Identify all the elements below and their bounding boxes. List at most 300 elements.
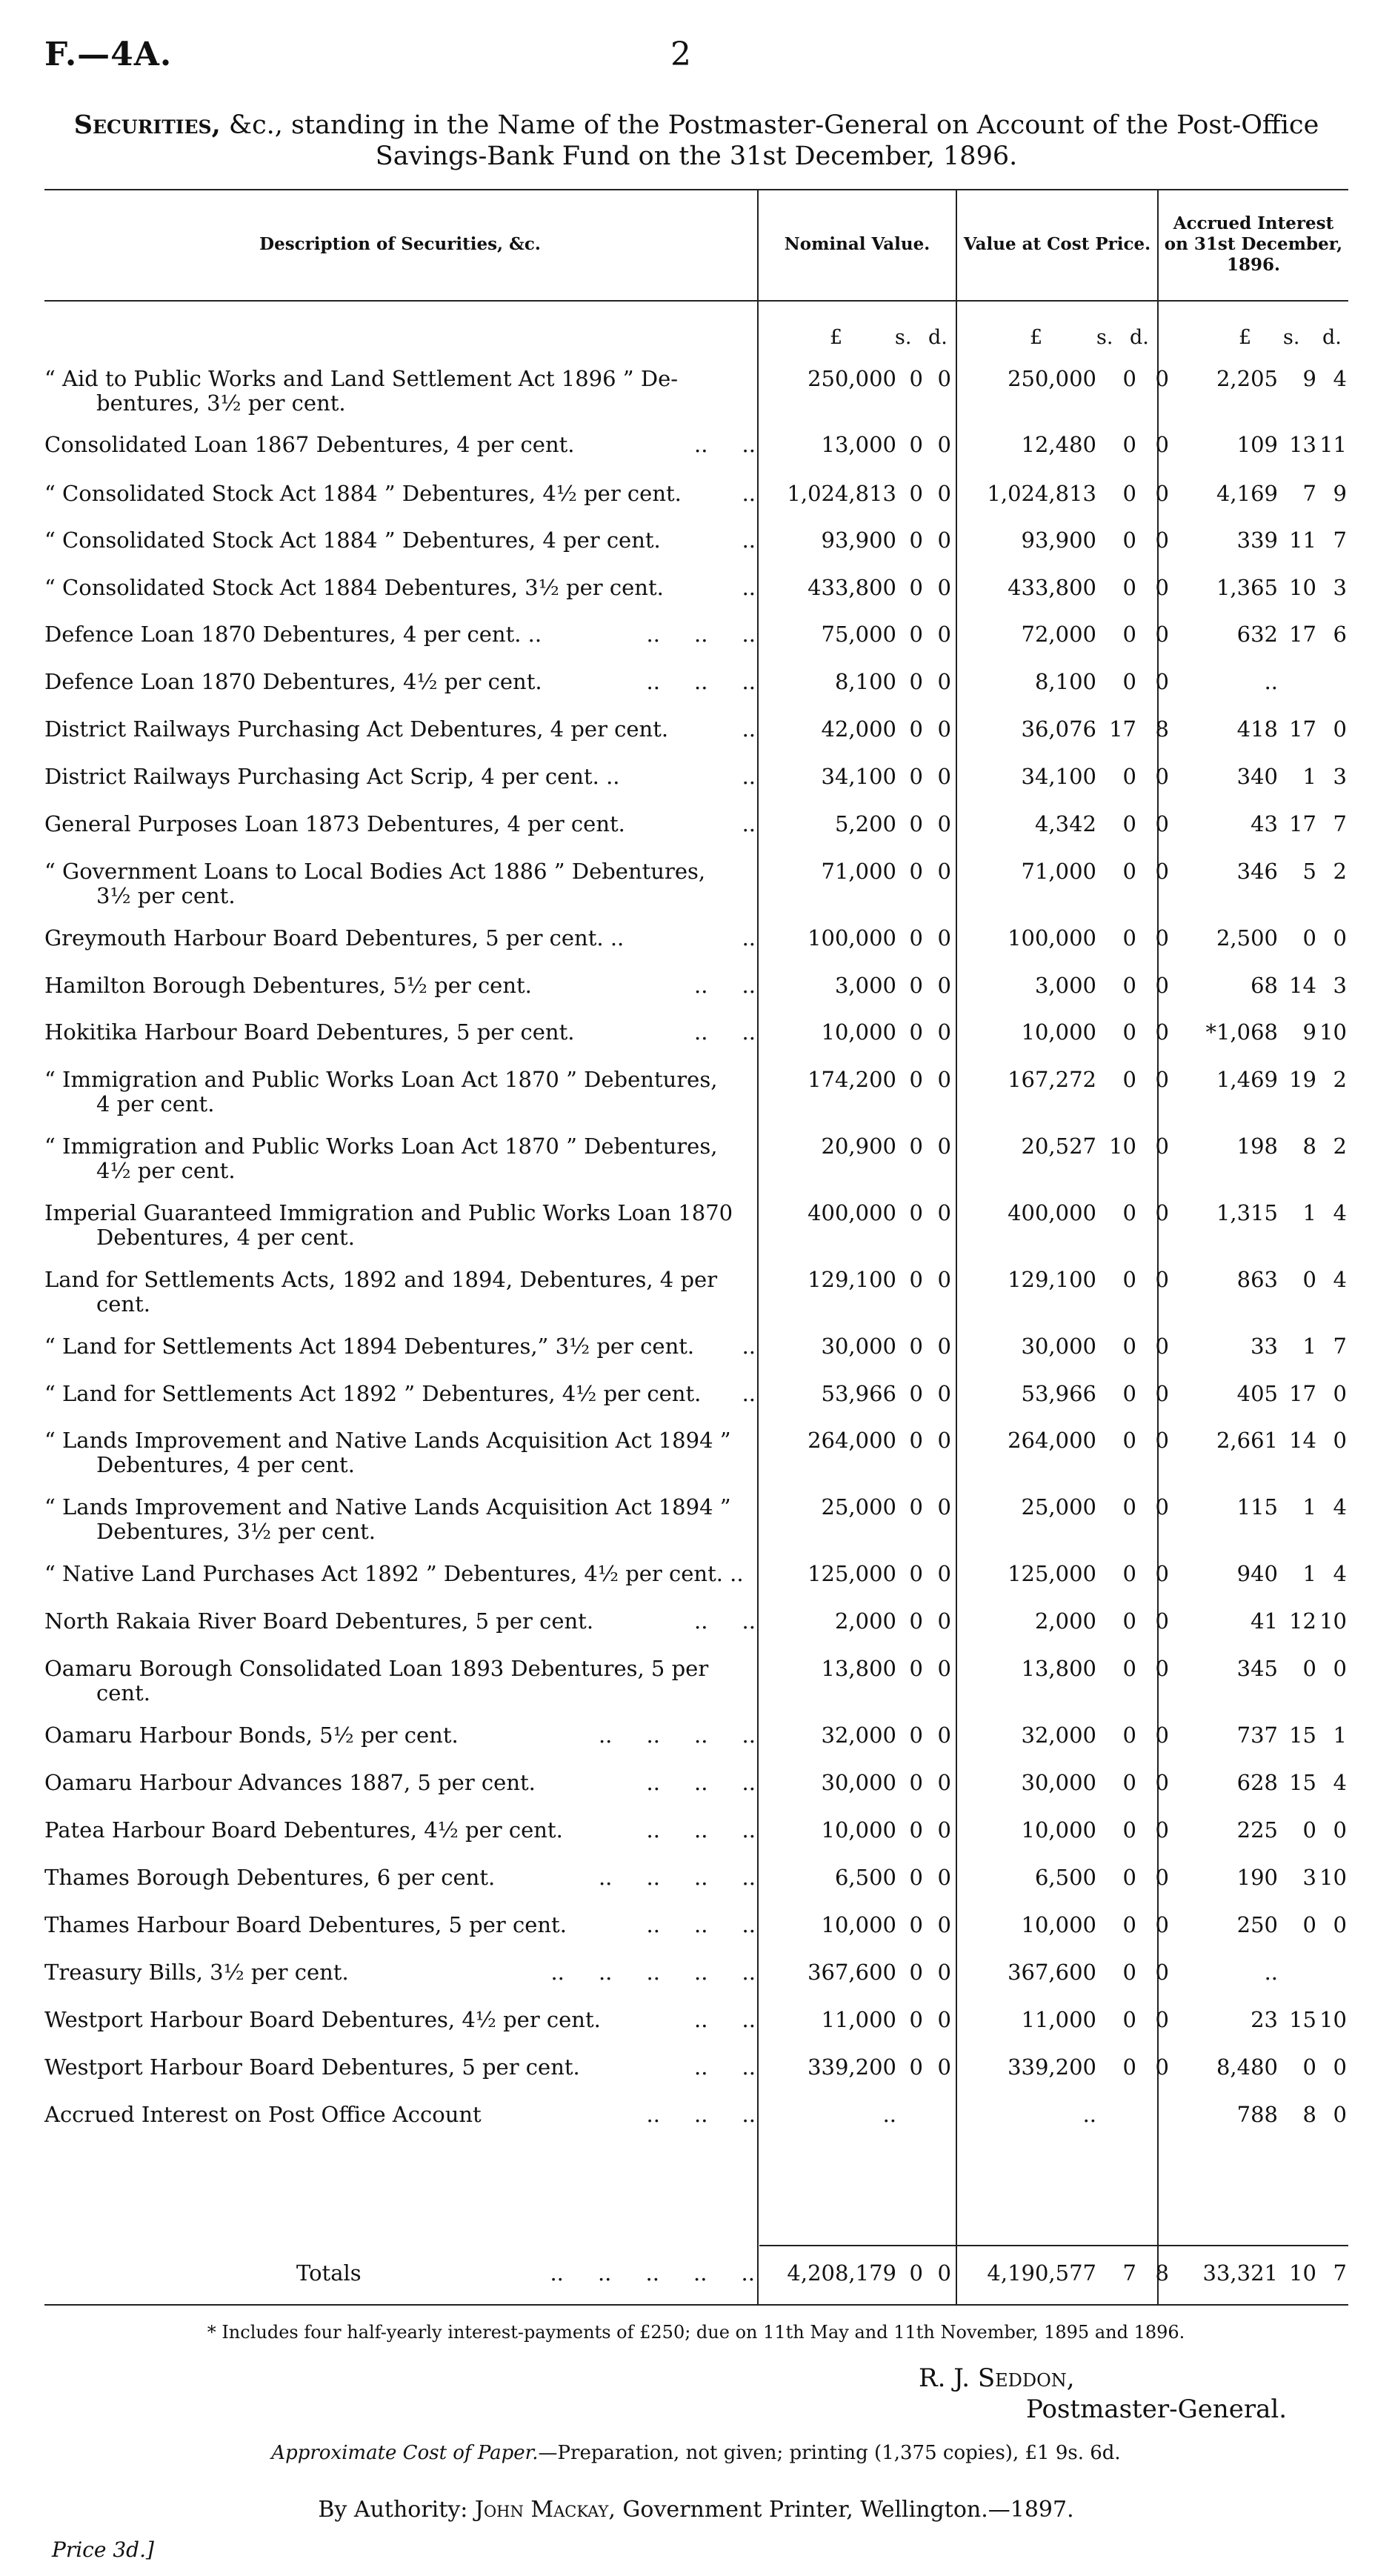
security-description xyxy=(44,528,756,553)
nominal-pounds: 71,000 xyxy=(821,859,896,884)
security-description xyxy=(44,974,756,998)
nominal-pounds: 53,966 xyxy=(821,1381,896,1406)
nominal-shillings: 0 xyxy=(909,925,923,951)
cost-pence: 0 xyxy=(1155,2054,1169,2080)
nominal-pence: 0 xyxy=(937,1267,951,1292)
nominal-shillings: 0 xyxy=(909,1334,923,1359)
interest-pence: 4 xyxy=(1333,1770,1347,1795)
description-line-1: Thames Harbour Board Debentures, 5 per cent. xyxy=(44,1912,567,1937)
cost-pence: 0 xyxy=(1155,575,1169,600)
cost-pounds: .. xyxy=(1082,2102,1096,2127)
description-line-1: “ Native Land Purchases Act 1892 ” Debentures, 4½ per cent. .. xyxy=(44,1561,744,1586)
description-line-1: Accrued Interest on Post Office Account xyxy=(44,2102,482,2127)
nominal-pence: 0 xyxy=(937,1200,951,1225)
nominal-pounds: 250,000 xyxy=(807,366,896,391)
cost-pounds: 71,000 xyxy=(1021,859,1096,884)
totals-label: Totals xyxy=(296,2260,362,2286)
description-line-1: “ Consolidated Stock Act 1884 Debentures, 3½ per cent. xyxy=(44,575,664,600)
cost-shillings: 0 xyxy=(1122,1428,1136,1453)
column-divider-1 xyxy=(757,189,759,2304)
interest-pence: 0 xyxy=(1333,2054,1347,2080)
nominal-pounds: 42,000 xyxy=(821,716,896,742)
nominal-pounds: 93,900 xyxy=(821,527,896,553)
nominal-pounds: 32,000 xyxy=(821,1723,896,1748)
interest-pounds: 2,500 xyxy=(1216,925,1278,951)
interest-pounds: 346 xyxy=(1236,859,1278,884)
cost-shillings: 0 xyxy=(1122,764,1136,789)
leader-dots: .. xyxy=(742,764,756,789)
unit-shillings-cost: s. xyxy=(1096,326,1113,349)
nominal-pounds: 100,000 xyxy=(807,925,896,951)
interest-shillings: 1 xyxy=(1302,1561,1316,1586)
description-line-1: Consolidated Loan 1867 Debentures, 4 per cent. xyxy=(44,432,575,457)
nominal-pence: 0 xyxy=(937,1381,951,1406)
interest-pounds: 788 xyxy=(1236,2102,1278,2127)
nominal-pence: 0 xyxy=(937,1019,951,1045)
nominal-pence: 0 xyxy=(937,366,951,391)
nominal-shillings: 0 xyxy=(909,1817,923,1843)
column-divider-3 xyxy=(1157,189,1159,2304)
nominal-shillings: 0 xyxy=(909,1865,923,1890)
security-description xyxy=(44,717,756,742)
leader-dots: .. .. .. xyxy=(646,1912,756,1937)
nominal-pounds: 339,200 xyxy=(807,2054,896,2080)
nominal-pounds: 1,024,813 xyxy=(787,481,896,506)
cost-pounds: 264,000 xyxy=(1008,1428,1096,1453)
description-line-1: Thames Borough Debentures, 6 per cent. xyxy=(44,1865,496,1890)
nominal-pounds: 25,000 xyxy=(821,1494,896,1520)
security-description xyxy=(44,1771,756,1795)
interest-shillings: 13 xyxy=(1289,432,1316,457)
description-line-1: “ Immigration and Public Works Loan Act 1870 ” Debentures, xyxy=(44,1067,718,1092)
cost-shillings: 0 xyxy=(1122,1656,1136,1681)
nominal-pence: 0 xyxy=(937,1608,951,1634)
cost-pence: 0 xyxy=(1155,481,1169,506)
interest-pounds: 863 xyxy=(1236,1267,1278,1292)
nominal-pounds: 264,000 xyxy=(807,1428,896,1453)
signature-name: R. J. Seddon, xyxy=(919,2363,1075,2393)
nominal-pounds: 10,000 xyxy=(821,1817,896,1843)
column-header-interest: Accrued Interest on 31st December, 1896. xyxy=(1164,213,1343,275)
cost-pounds: 20,527 xyxy=(1021,1134,1096,1159)
nominal-pounds: 433,800 xyxy=(807,575,896,600)
cost-shillings: 0 xyxy=(1122,1494,1136,1520)
interest-pence: 0 xyxy=(1333,925,1347,951)
interest-shillings: 17 xyxy=(1289,716,1316,742)
interest-pence: 1 xyxy=(1333,1723,1347,1748)
interest-shillings: 1 xyxy=(1302,1494,1316,1520)
nominal-pence: 0 xyxy=(937,1067,951,1092)
cost-shillings: 0 xyxy=(1122,622,1136,647)
nominal-pence: 0 xyxy=(937,1561,951,1586)
nominal-pence: 0 xyxy=(937,1656,951,1681)
description-line-2: cent. xyxy=(96,1291,150,1317)
interest-pounds: 23 xyxy=(1251,2007,1278,2032)
interest-pounds: 198 xyxy=(1236,1134,1278,1159)
interest-pounds: 109 xyxy=(1236,432,1278,457)
security-description xyxy=(44,433,756,457)
description-line-2: Debentures, 4 per cent. xyxy=(96,1225,355,1250)
column-header-description: Description of Securities, &c. xyxy=(259,234,541,254)
nominal-shillings: 0 xyxy=(909,1960,923,1985)
nominal-shillings: 0 xyxy=(909,2007,923,2032)
cost-pounds: 36,076 xyxy=(1021,716,1096,742)
cost-pounds: 30,000 xyxy=(1021,1770,1096,1795)
interest-pounds: 8,480 xyxy=(1216,2054,1278,2080)
unit-pounds-interest: £ xyxy=(1239,326,1252,349)
description-line-1: General Purposes Loan 1873 Debentures, 4 per cent. xyxy=(44,811,625,836)
nominal-pounds: 8,100 xyxy=(834,669,896,694)
interest-pounds: *1,068 xyxy=(1205,1019,1278,1045)
title-lead: Securities, xyxy=(73,110,221,140)
nominal-shillings: 0 xyxy=(909,764,923,789)
description-line-1: “ Aid to Public Works and Land Settlement Act 1896 ” De- xyxy=(44,366,679,391)
description-line-2: cent. xyxy=(96,1680,150,1705)
description-line-1: Oamaru Harbour Bonds, 5½ per cent. xyxy=(44,1723,459,1748)
description-line-2: 3½ per cent. xyxy=(96,883,236,908)
nominal-pounds: 11,000 xyxy=(821,2007,896,2032)
nominal-shillings: 0 xyxy=(909,527,923,553)
nominal-pounds: 30,000 xyxy=(821,1334,896,1359)
security-description xyxy=(44,1068,756,1116)
description-line-2: bentures, 3½ per cent. xyxy=(96,390,346,416)
cost-pence: 0 xyxy=(1155,764,1169,789)
cost-pence: 0 xyxy=(1155,432,1169,457)
nominal-pounds: 34,100 xyxy=(821,764,896,789)
cost-shillings: 7 xyxy=(1122,2260,1136,2286)
interest-pence: 0 xyxy=(1333,716,1347,742)
leader-dots: .. .. xyxy=(694,973,756,998)
interest-pence: 0 xyxy=(1333,1381,1347,1406)
security-description xyxy=(44,1609,756,1634)
interest-pence: 6 xyxy=(1333,622,1347,647)
nominal-shillings: 0 xyxy=(909,2260,923,2286)
description-line-1: Oamaru Harbour Advances 1887, 5 per cent. xyxy=(44,1770,536,1795)
interest-shillings: 14 xyxy=(1289,973,1316,998)
document-reference: F.—4A. xyxy=(44,36,173,73)
title-rest: &c., standing in the Name of the Postmaster-General on Account of the Post-Office Savings-Bank Fund on the 31st December, 1896. xyxy=(220,110,1319,171)
cost-pounds: 129,100 xyxy=(1008,1267,1096,1292)
cost-of-paper-text: —Preparation, not given; printing (1,375 copies), £1 9s. 6d. xyxy=(538,2442,1121,2464)
cost-pence: 0 xyxy=(1155,1723,1169,1748)
price: Price 3d.] xyxy=(52,2537,154,2562)
cost-shillings: 0 xyxy=(1122,1912,1136,1937)
nominal-pence: 0 xyxy=(937,1770,951,1795)
leader-dots: .. .. xyxy=(694,432,756,457)
security-description xyxy=(44,2103,756,2127)
nominal-shillings: 0 xyxy=(909,1019,923,1045)
interest-pounds: 340 xyxy=(1236,764,1278,789)
unit-pence-cost: d. xyxy=(1130,326,1149,349)
nominal-shillings: 0 xyxy=(909,1200,923,1225)
cost-shillings: 0 xyxy=(1122,2007,1136,2032)
cost-pence: 0 xyxy=(1155,366,1169,391)
leader-dots: .. xyxy=(742,716,756,742)
printer-name: John Mackay xyxy=(474,2497,609,2523)
interest-shillings: 1 xyxy=(1302,1334,1316,1359)
interest-shillings: 5 xyxy=(1302,859,1316,884)
description-line-1: Defence Loan 1870 Debentures, 4½ per cent. xyxy=(44,669,542,694)
nominal-pence: 0 xyxy=(937,1494,951,1520)
interest-shillings: 10 xyxy=(1289,2260,1316,2286)
description-line-1: Westport Harbour Board Debentures, 4½ per cent. xyxy=(44,2007,601,2032)
cost-pounds: 2,000 xyxy=(1034,1608,1096,1634)
interest-shillings: 0 xyxy=(1302,1656,1316,1681)
interest-pounds: 250 xyxy=(1236,1912,1278,1937)
nominal-shillings: 0 xyxy=(909,2054,923,2080)
interest-shillings: 8 xyxy=(1302,1134,1316,1159)
leader-dots: .. .. .. xyxy=(646,669,756,694)
cost-shillings: 0 xyxy=(1122,1200,1136,1225)
cost-pounds: 4,342 xyxy=(1034,811,1096,836)
cost-pence: 8 xyxy=(1155,716,1169,742)
cost-pounds: 167,272 xyxy=(1008,1067,1096,1092)
nominal-shillings: 0 xyxy=(909,1381,923,1406)
description-line-1: “ Consolidated Stock Act 1884 ” Debentures, 4 per cent. xyxy=(44,527,661,553)
interest-pounds: 225 xyxy=(1236,1817,1278,1843)
interest-pounds: 1,469 xyxy=(1216,1067,1278,1092)
description-line-1: Oamaru Borough Consolidated Loan 1893 Debentures, 5 per xyxy=(44,1656,709,1681)
nominal-shillings: 0 xyxy=(909,1656,923,1681)
security-description xyxy=(44,765,756,789)
cost-pounds: 32,000 xyxy=(1021,1723,1096,1748)
cost-shillings: 10 xyxy=(1109,1134,1136,1159)
interest-pounds: 940 xyxy=(1236,1561,1278,1586)
cost-shillings: 0 xyxy=(1122,1381,1136,1406)
cost-shillings: 0 xyxy=(1122,1817,1136,1843)
interest-pence: 7 xyxy=(1333,2260,1347,2286)
cost-pence: 0 xyxy=(1155,1200,1169,1225)
nominal-pounds: 6,500 xyxy=(834,1865,896,1890)
leader-dots: .. .. .. .. xyxy=(598,1865,756,1890)
cost-pounds: 53,966 xyxy=(1021,1381,1096,1406)
nominal-shillings: 0 xyxy=(909,1134,923,1159)
nominal-pence: 0 xyxy=(937,764,951,789)
leader-dots: .. .. .. .. xyxy=(598,1723,756,1748)
cost-pence: 0 xyxy=(1155,1494,1169,1520)
unit-shillings-interest: s. xyxy=(1283,326,1300,349)
description-line-1: District Railways Purchasing Act Scrip, 4 per cent. .. xyxy=(44,764,620,789)
security-description xyxy=(44,576,756,600)
header-bottom-rule xyxy=(44,300,1348,302)
nominal-shillings: 0 xyxy=(909,973,923,998)
description-line-1: “ Government Loans to Local Bodies Act 1886 ” Debentures, xyxy=(44,859,706,884)
interest-pence: 2 xyxy=(1333,859,1347,884)
nominal-pence: 0 xyxy=(937,2260,951,2286)
nominal-shillings: 0 xyxy=(909,481,923,506)
nominal-shillings: 0 xyxy=(909,575,923,600)
cost-shillings: 0 xyxy=(1122,859,1136,884)
interest-shillings: 12 xyxy=(1289,1608,1316,1634)
security-description xyxy=(44,1818,756,1843)
nominal-shillings: 0 xyxy=(909,1912,923,1937)
nominal-pence: 0 xyxy=(937,1134,951,1159)
cost-pounds: 13,800 xyxy=(1021,1656,1096,1681)
leader-dots: .. .. .. xyxy=(646,2102,756,2127)
security-description xyxy=(44,1723,756,1748)
interest-pounds: 4,169 xyxy=(1216,481,1278,506)
cost-pounds: 10,000 xyxy=(1021,1912,1096,1937)
interest-pounds: 2,661 xyxy=(1216,1428,1278,1453)
interest-pence: 9 xyxy=(1333,481,1347,506)
description-line-2: Debentures, 4 per cent. xyxy=(96,1452,355,1477)
printer-authority xyxy=(0,2497,1392,2523)
nominal-shillings: 0 xyxy=(909,669,923,694)
nominal-shillings: 0 xyxy=(909,1267,923,1292)
interest-pounds: 41 xyxy=(1251,1608,1278,1634)
nominal-shillings: 0 xyxy=(909,811,923,836)
cost-shillings: 0 xyxy=(1122,1723,1136,1748)
interest-shillings: 0 xyxy=(1302,1817,1316,1843)
footnote: * Includes four half-yearly interest-payments of £250; due on 11th May and 11th November, 1895 and 1896. xyxy=(207,2322,1185,2343)
cost-pounds: 4,190,577 xyxy=(987,2260,1096,2286)
security-description xyxy=(44,1201,756,1250)
interest-pence: 4 xyxy=(1333,366,1347,391)
nominal-pence: 0 xyxy=(937,669,951,694)
description-line-1: Land for Settlements Acts, 1892 and 1894, Debentures, 4 per xyxy=(44,1267,718,1292)
cost-shillings: 0 xyxy=(1122,527,1136,553)
interest-shillings: 0 xyxy=(1302,2054,1316,2080)
description-line-2: Debentures, 3½ per cent. xyxy=(96,1519,376,1544)
interest-shillings: 3 xyxy=(1302,1865,1316,1890)
cost-pounds: 30,000 xyxy=(1021,1334,1096,1359)
description-line-1: “ Lands Improvement and Native Lands Acquisition Act 1894 ” xyxy=(44,1494,731,1520)
nominal-shillings: 0 xyxy=(909,1428,923,1453)
cost-pence: 0 xyxy=(1155,1960,1169,1985)
nominal-shillings: 0 xyxy=(909,1770,923,1795)
interest-shillings: 15 xyxy=(1289,1723,1316,1748)
cost-pence: 0 xyxy=(1155,1067,1169,1092)
cost-shillings: 0 xyxy=(1122,1960,1136,1985)
nominal-pounds: 367,600 xyxy=(807,1960,896,1985)
cost-shillings: 0 xyxy=(1122,973,1136,998)
interest-pence: 0 xyxy=(1333,1656,1347,1681)
interest-pounds: 737 xyxy=(1236,1723,1278,1748)
nominal-pounds: 5,200 xyxy=(834,811,896,836)
leader-dots: .. xyxy=(742,811,756,836)
nominal-pence: 0 xyxy=(937,859,951,884)
security-description xyxy=(44,1913,756,1937)
cost-pence: 0 xyxy=(1155,925,1169,951)
interest-shillings: 10 xyxy=(1289,575,1316,600)
cost-pence: 0 xyxy=(1155,1912,1169,1937)
interest-pounds: 115 xyxy=(1236,1494,1278,1520)
leader-dots: .. .. xyxy=(694,2054,756,2080)
interest-shillings: 0 xyxy=(1302,925,1316,951)
leader-dots: .. .. .. xyxy=(646,1770,756,1795)
description-line-1: “ Land for Settlements Act 1894 Debentures,” 3½ per cent. xyxy=(44,1334,695,1359)
cost-shillings: 0 xyxy=(1122,432,1136,457)
nominal-pounds: .. xyxy=(882,2102,896,2127)
leader-dots: .. xyxy=(742,575,756,600)
cost-shillings: 0 xyxy=(1122,366,1136,391)
interest-pence: 4 xyxy=(1333,1561,1347,1586)
description-line-1: “ Immigration and Public Works Loan Act 1870 ” Debentures, xyxy=(44,1134,718,1159)
description-line-1: Patea Harbour Board Debentures, 4½ per cent. xyxy=(44,1817,563,1843)
interest-shillings: 9 xyxy=(1302,1019,1316,1045)
interest-pence: 10 xyxy=(1319,1019,1347,1045)
leader-dots: .. xyxy=(742,925,756,951)
cost-pence: 0 xyxy=(1155,669,1169,694)
nominal-pounds: 20,900 xyxy=(821,1134,896,1159)
nominal-pounds: 30,000 xyxy=(821,1770,896,1795)
column-header-cost: Value at Cost Price. xyxy=(963,234,1151,254)
interest-shillings: 14 xyxy=(1289,1428,1316,1453)
interest-shillings: 17 xyxy=(1289,811,1316,836)
interest-pence: 0 xyxy=(1333,1428,1347,1453)
interest-pounds: 1,365 xyxy=(1216,575,1278,600)
cost-pence: 0 xyxy=(1155,1656,1169,1681)
cost-shillings: 0 xyxy=(1122,811,1136,836)
description-line-1: “ Consolidated Stock Act 1884 ” Debentures, 4½ per cent. xyxy=(44,481,682,506)
nominal-pence: 0 xyxy=(937,973,951,998)
security-description xyxy=(44,1428,756,1477)
unit-pounds-cost: £ xyxy=(1030,326,1043,349)
interest-pounds: .. xyxy=(1264,1960,1278,1985)
security-description xyxy=(44,926,756,951)
interest-pounds: 632 xyxy=(1236,622,1278,647)
interest-pence: 2 xyxy=(1333,1134,1347,1159)
interest-shillings: 7 xyxy=(1302,481,1316,506)
cost-pounds: 25,000 xyxy=(1021,1494,1096,1520)
description-line-1: “ Lands Improvement and Native Lands Acquisition Act 1894 ” xyxy=(44,1428,731,1453)
cost-shillings: 0 xyxy=(1122,1334,1136,1359)
security-description xyxy=(44,1268,756,1317)
security-description xyxy=(44,1866,756,1890)
interest-pence: 3 xyxy=(1333,764,1347,789)
nominal-shillings: 0 xyxy=(909,716,923,742)
security-description xyxy=(44,1495,756,1544)
cost-pence: 8 xyxy=(1155,2260,1169,2286)
cost-pounds: 1,024,813 xyxy=(987,481,1096,506)
description-line-1: Hamilton Borough Debentures, 5½ per cent. xyxy=(44,973,532,998)
unit-pence-nominal: d. xyxy=(928,326,948,349)
nominal-pounds: 75,000 xyxy=(821,622,896,647)
leader-dots: .. .. .. .. .. xyxy=(550,1960,756,1985)
nominal-pounds: 13,000 xyxy=(821,432,896,457)
interest-shillings: 11 xyxy=(1289,527,1316,553)
security-description xyxy=(44,670,756,694)
cost-pounds: 6,500 xyxy=(1034,1865,1096,1890)
nominal-pounds: 4,208,179 xyxy=(787,2260,896,2286)
authority-rest: , Government Printer, Wellington.—1897. xyxy=(608,2497,1074,2523)
security-description xyxy=(44,367,756,416)
interest-shillings: 0 xyxy=(1302,1267,1316,1292)
interest-pounds: 345 xyxy=(1236,1656,1278,1681)
nominal-pence: 0 xyxy=(937,432,951,457)
interest-pence: 10 xyxy=(1319,2007,1347,2032)
cost-pence: 0 xyxy=(1155,1608,1169,1634)
nominal-shillings: 0 xyxy=(909,1067,923,1092)
table-bottom-rule xyxy=(44,2304,1348,2306)
nominal-pounds: 3,000 xyxy=(834,973,896,998)
interest-pence: 10 xyxy=(1319,1608,1347,1634)
description-line-1: District Railways Purchasing Act Debentures, 4 per cent. xyxy=(44,716,669,742)
cost-pounds: 11,000 xyxy=(1021,2007,1096,2032)
cost-pounds: 367,600 xyxy=(1008,1960,1096,1985)
interest-pounds: 2,205 xyxy=(1216,366,1278,391)
description-line-1: Treasury Bills, 3½ per cent. xyxy=(44,1960,349,1985)
nominal-pounds: 2,000 xyxy=(834,1608,896,1634)
nominal-pounds: 10,000 xyxy=(821,1019,896,1045)
cost-pence: 0 xyxy=(1155,1428,1169,1453)
leader-dots: .. xyxy=(742,1334,756,1359)
interest-pence: 11 xyxy=(1319,432,1347,457)
cost-pounds: 339,200 xyxy=(1008,2054,1096,2080)
interest-pounds: 418 xyxy=(1236,716,1278,742)
leader-dots: .. .. xyxy=(694,1608,756,1634)
leader-dots: .. .. .. xyxy=(646,1817,756,1843)
